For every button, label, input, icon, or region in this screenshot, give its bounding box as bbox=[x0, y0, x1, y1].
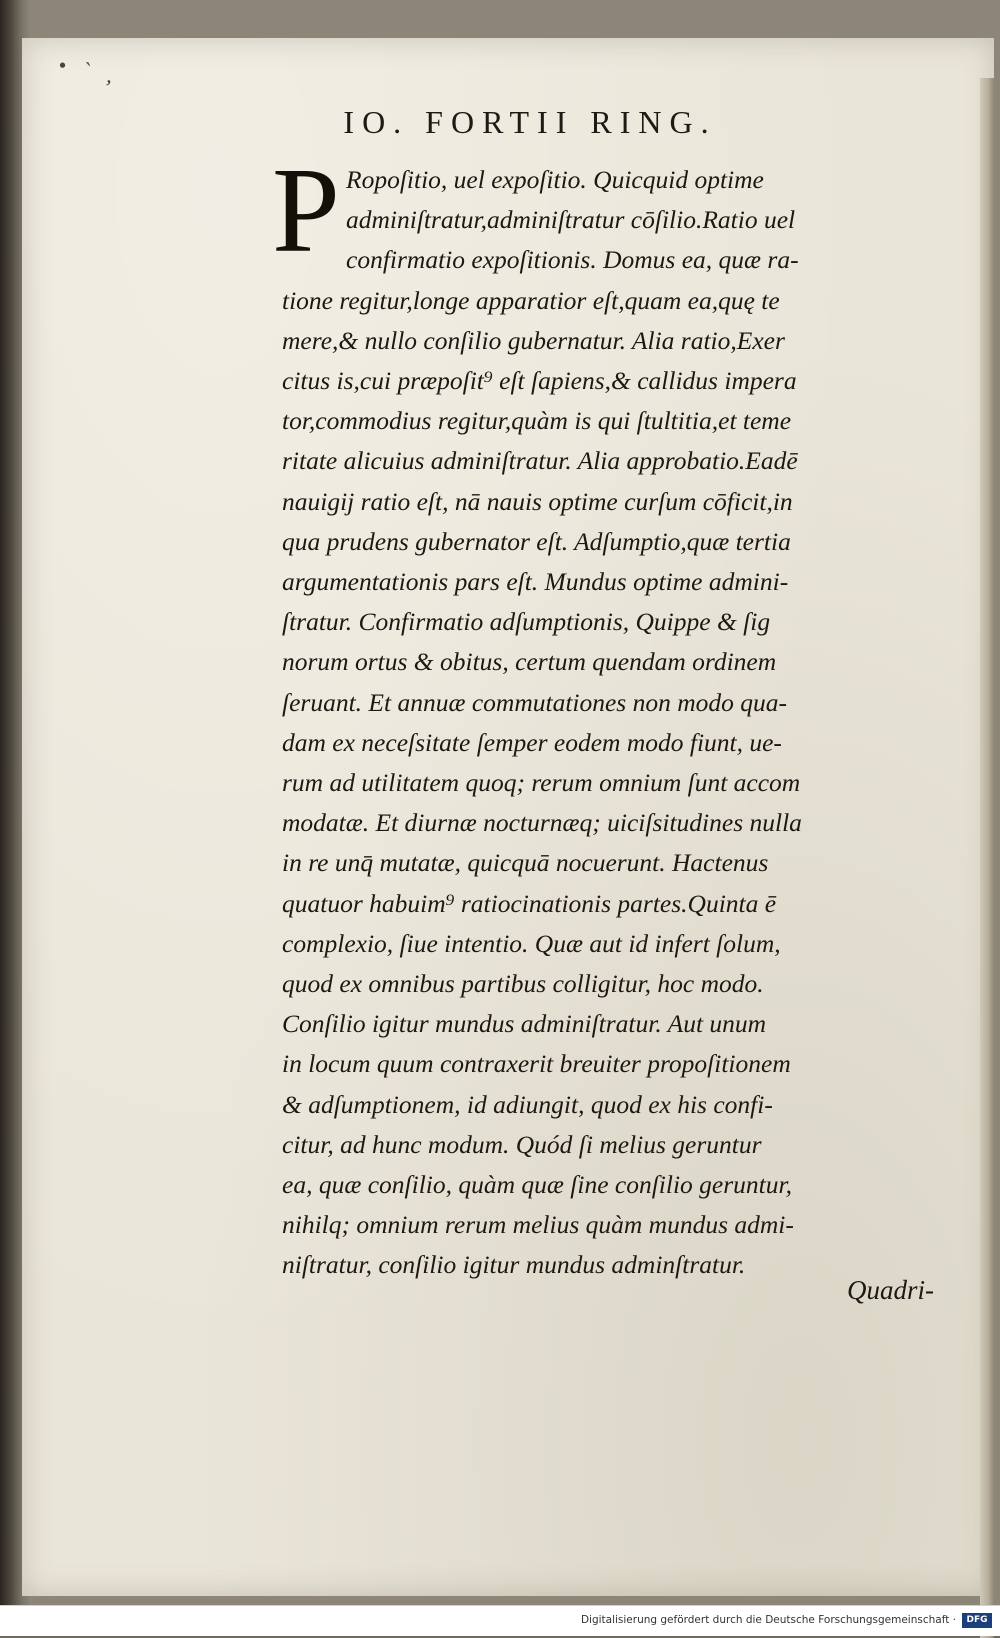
text-line: citus is,cui præpoſit⁹ eſt ſapiens,& callidus impera bbox=[282, 366, 797, 396]
text-line: ea, quæ conſilio, quàm quæ ſine conſilio geruntur, bbox=[282, 1170, 792, 1200]
text-line: rum ad utilitatem quoq; rerum omnium ſunt accom bbox=[282, 768, 801, 798]
text-line: in re unq̄ mutatæ, quicquā nocuerunt. Hactenus bbox=[282, 848, 769, 878]
text-line: norum ortus & obitus, certum quendam ordinem bbox=[282, 647, 777, 677]
text-line: Ropoſitio, uel expoſitio. Quicquid optime bbox=[346, 165, 764, 194]
text-line: complexio, ſiue intentio. Quæ aut id infert ſolum, bbox=[282, 928, 781, 958]
text-line: tor,commodius regitur,quàm is qui ſtultitia,et teme bbox=[282, 406, 792, 436]
page-edge bbox=[980, 78, 994, 1638]
footer-credit: Digitalisierung gefördert durch die Deutsche Forschungsgemeinschaft · bbox=[580, 1614, 956, 1626]
text-line: ſtratur. Confirmatio adſumptionis, Quippe & ſig bbox=[282, 607, 771, 637]
drop-cap-initial: P bbox=[272, 143, 340, 278]
dfg-logo[interactable]: DFG bbox=[962, 1613, 992, 1628]
text-line: modatæ. Et diurnæ nocturnæq; uiciſsitudines nulla bbox=[282, 808, 802, 838]
text-line: argumentationis pars eſt. Mundus optime admini- bbox=[282, 567, 789, 597]
text-line: in locum quum contraxerit breuiter propoſitionem bbox=[282, 1049, 791, 1079]
text-line: nauigij ratio eſt, nā nauis optime curſum cōficit,in bbox=[282, 486, 793, 516]
body-text bbox=[282, 160, 942, 1286]
text-line: confirmatio expoſitionis. Domus ea, quæ ra- bbox=[346, 245, 799, 275]
text-line: quatuor habuim⁹ ratiocinationis partes.Quinta ē bbox=[282, 888, 777, 918]
text-line: ritate alicuius adminiſtratur. Alia approbatio.Eadē bbox=[282, 446, 798, 476]
running-head: IO. FORTII RING. bbox=[343, 104, 717, 140]
digitization-footer bbox=[0, 1605, 1000, 1636]
text-line: niſtratur, conſilio igitur mundus adminſtratur. bbox=[282, 1250, 746, 1280]
text-line: nihilq; omnium rerum melius quàm mundus admi- bbox=[282, 1210, 794, 1240]
text-line: quod ex omnibus partibus colligitur, hoc modo. bbox=[282, 969, 764, 999]
catchword: Quadri- bbox=[847, 1275, 934, 1305]
text-line: & adſumptionem, id adiungit, quod ex his confi- bbox=[282, 1089, 773, 1119]
stray-ink-marks: • ` , bbox=[56, 51, 122, 90]
text-line: qua prudens gubernator eſt. Adſumptio,quæ tertia bbox=[282, 526, 791, 556]
text-line: dam ex neceſsitate ſemper eodem modo fiunt, ue- bbox=[282, 727, 782, 757]
text-line: adminiſtratur,adminiſtratur cōſilio.Ratio uel bbox=[346, 205, 796, 235]
text-line: ſeruant. Et annuæ commutationes non modo qua- bbox=[282, 687, 788, 717]
text-line: Conſilio igitur mundus adminiſtratur. Aut unum bbox=[282, 1009, 767, 1039]
text-line: citur, ad hunc modum. Quód ſi melius geruntur bbox=[282, 1129, 762, 1159]
text-line: tione regitur,longe apparatior eſt,quam ea,quę te bbox=[282, 285, 780, 315]
text-line: mere,& nullo conſilio gubernatur. Alia ratio,Exer bbox=[282, 325, 785, 355]
